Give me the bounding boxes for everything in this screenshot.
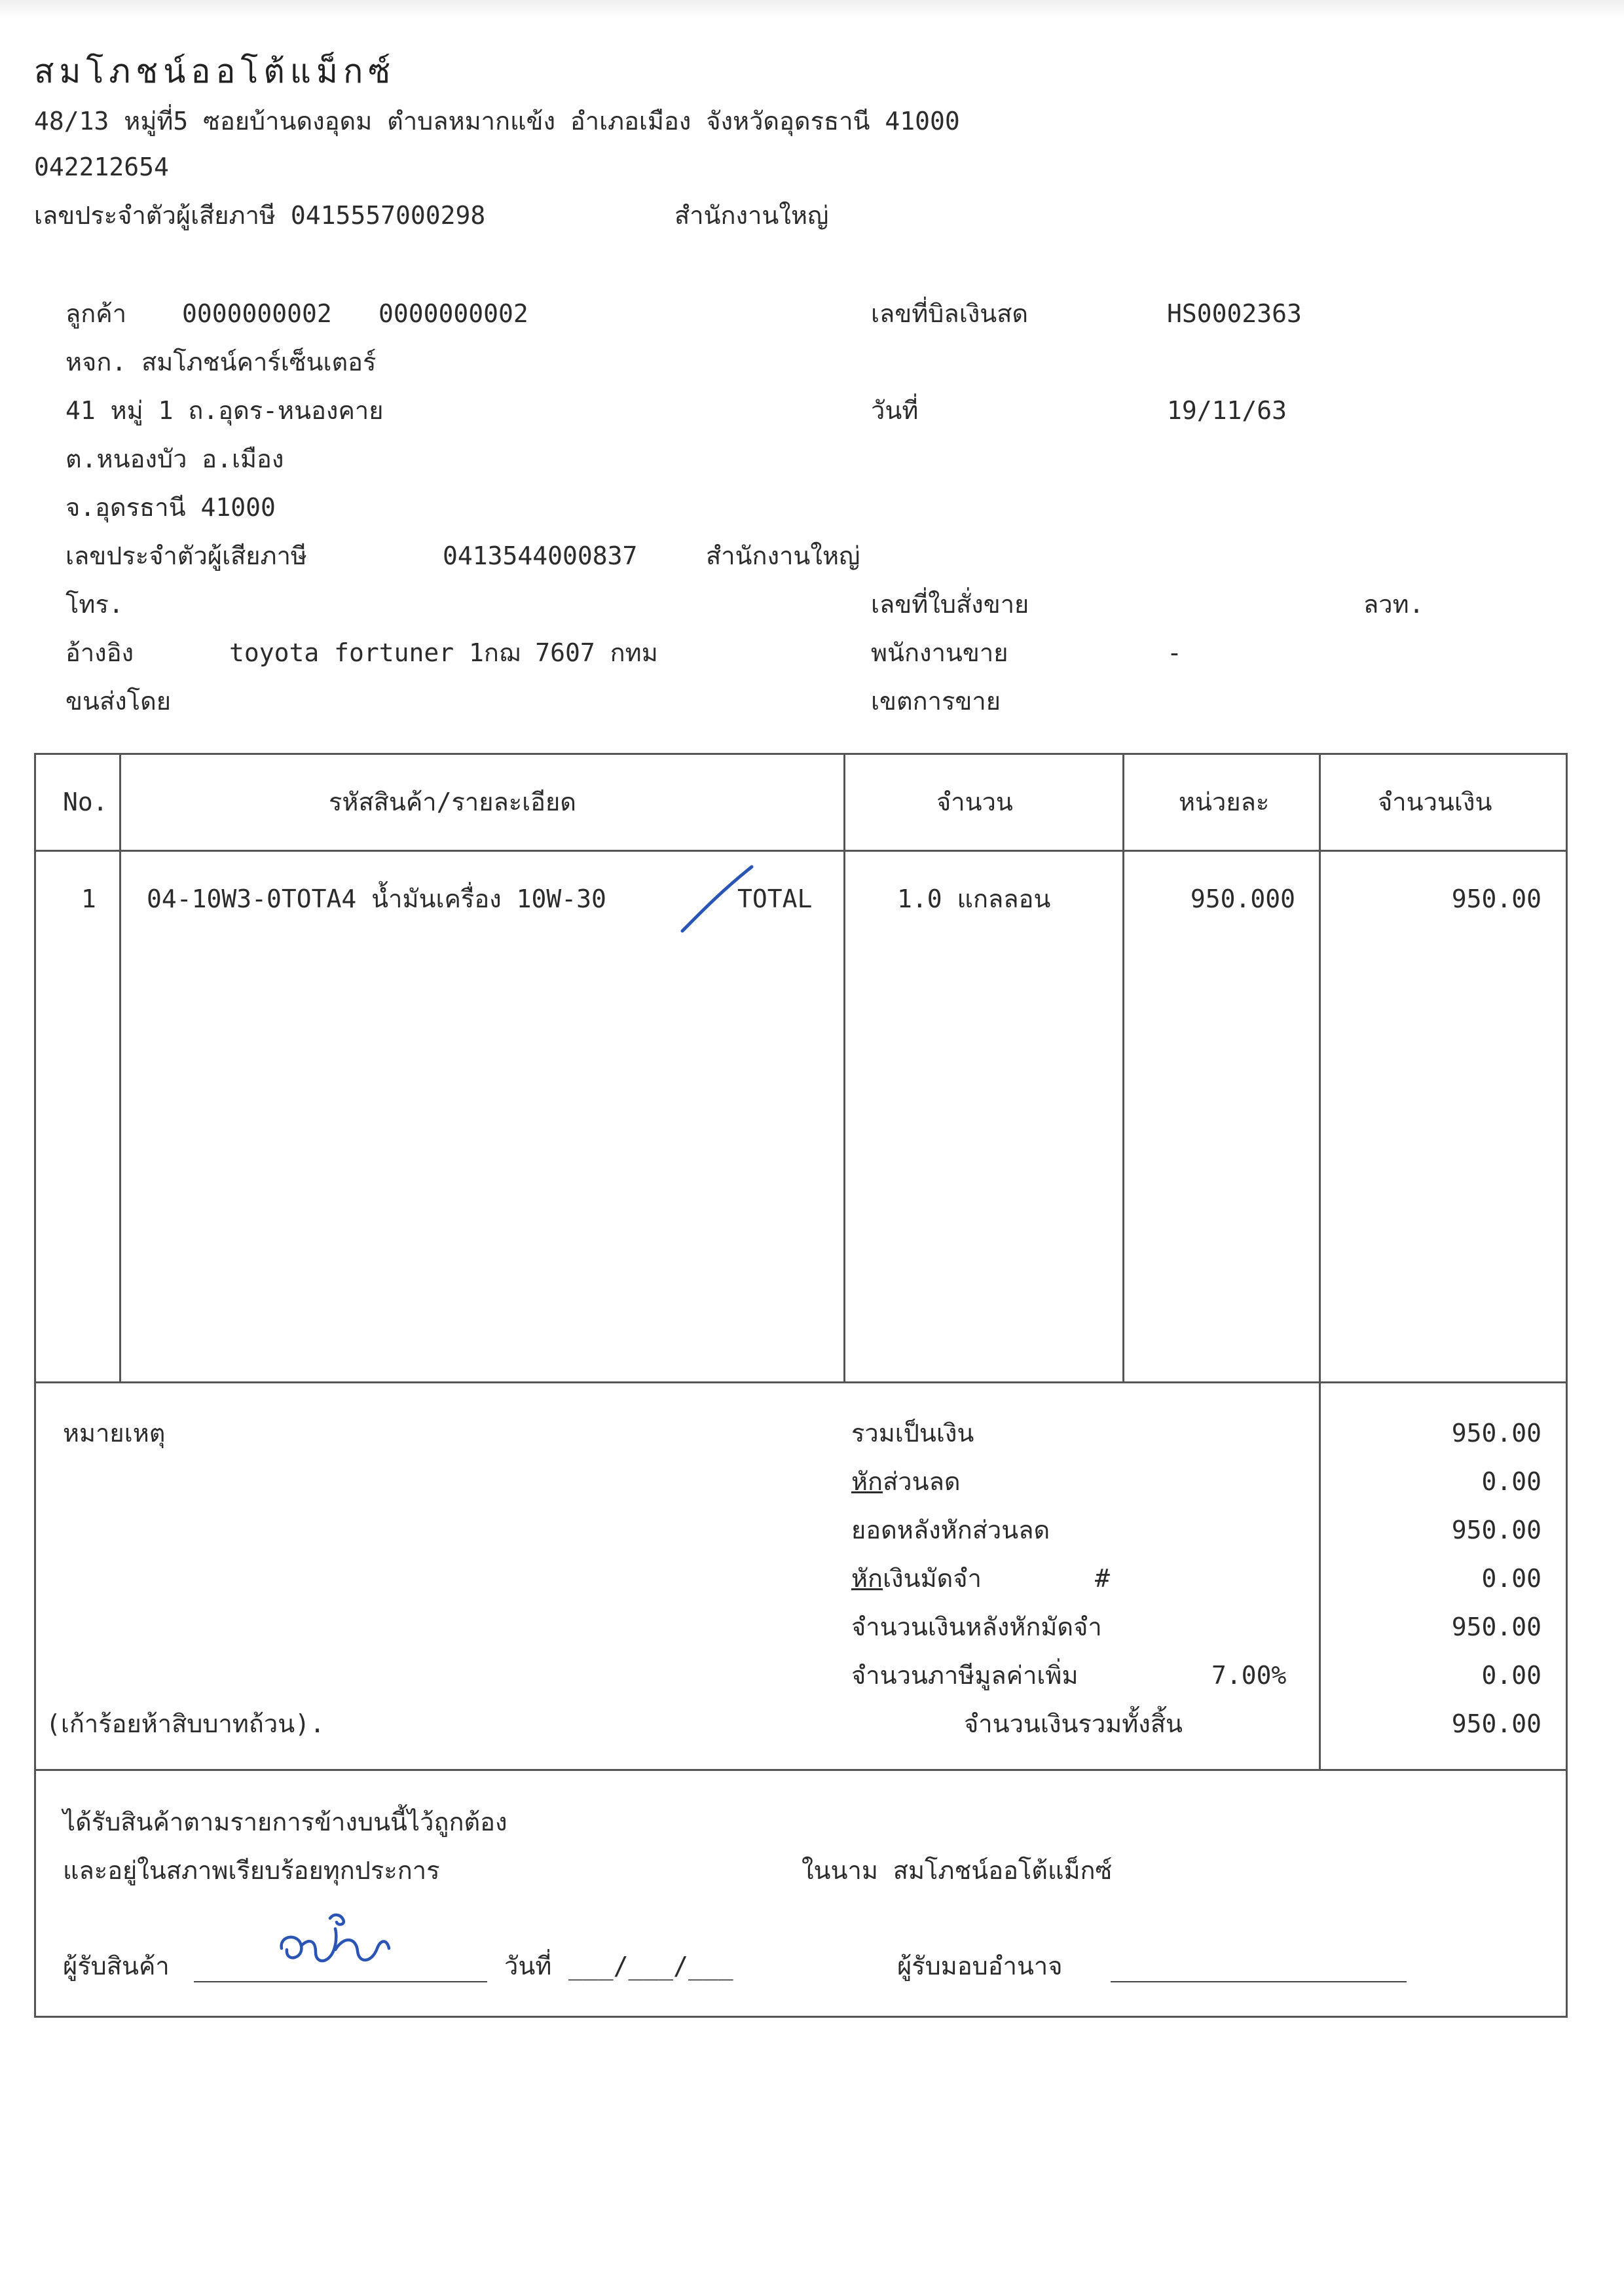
scan-edge [0, 0, 1624, 18]
receipt-date-blank: ___/___/___ [568, 1952, 733, 1980]
discount-label-prefix: หัก [851, 1467, 883, 1496]
amount-in-words: (เก้าร้อยห้าสิบบาทถ้วน). [46, 1709, 325, 1738]
row-code-description: 04-10W3-0TOTA4 น้ำมันเครื่อง 10W-30 [147, 884, 606, 913]
header-no: No. [63, 788, 108, 816]
bill-no: HS0002363 [1167, 299, 1302, 328]
order-no-suffix: ลวท. [1363, 590, 1424, 619]
customer-address-3: จ.อุดรธานี 41000 [65, 493, 276, 522]
salesman: - [1167, 638, 1182, 667]
handwritten-check-mark-icon [678, 863, 756, 936]
after-discount-value: 950.00 [1451, 1516, 1541, 1544]
row-quantity: 1.0 แกลลอน [897, 884, 1051, 913]
col-divider-unit [1319, 753, 1321, 1771]
date-label: วันที่ [871, 396, 919, 425]
row-no: 1 [81, 884, 96, 913]
deposit-label [851, 1566, 982, 1591]
row-brand: TOTAL [737, 884, 813, 913]
order-no-label: เลขที่ใบสั่งขาย [871, 590, 1029, 619]
vat-rate: 7.00% [1211, 1661, 1287, 1690]
after-deposit-value: 950.00 [1451, 1613, 1541, 1641]
table-header-divider [34, 850, 1568, 852]
remark-label: หมายเหตุ [63, 1419, 166, 1448]
received-statement-1: ได้รับสินค้าตามรายการข้างบนนี้ไว้ถูกต้อง [63, 1808, 507, 1836]
sales-region-label: เขตการขาย [871, 687, 1001, 716]
receipt-date-label: วันที่ [504, 1952, 552, 1980]
deposit-label-prefix: หัก [851, 1564, 883, 1593]
discount-label-rest: ส่วนลด [883, 1467, 961, 1496]
grand-total-value: 950.00 [1451, 1709, 1541, 1738]
col-divider-desc [843, 753, 845, 1383]
col-divider-qty [1122, 753, 1124, 1383]
discount-value: 0.00 [1481, 1467, 1541, 1496]
row-unit-price: 950.000 [1190, 884, 1295, 913]
customer-branch: สำนักงานใหญ่ [706, 541, 860, 570]
row-amount: 950.00 [1451, 884, 1541, 913]
table-footer-divider [34, 1769, 1568, 1771]
col-divider-no [119, 753, 121, 1383]
deposit-label-rest: เงินมัดจำ [883, 1564, 982, 1593]
receiver-signature-line [194, 1981, 487, 1982]
customer-code-1: 0000000002 [182, 299, 332, 328]
on-behalf-of: ในนาม สมโภชน์ออโต้แม็กซ์ [802, 1856, 1113, 1885]
salesman-label: พนักงานขาย [871, 638, 1008, 667]
company-address: 48/13 หมู่ที่5 ซอยบ้านดงอุดม ตำบลหมากแข้ง อำเภอเมือง จังหวัดอุดรธานี 41000 [34, 107, 960, 136]
vat-value: 0.00 [1481, 1661, 1541, 1690]
customer-code-2: 0000000002 [378, 299, 528, 328]
company-phone: 042212654 [34, 153, 169, 181]
grand-total-label: จำนวนเงินรวมทั้งสิ้น [964, 1709, 1183, 1738]
header-description: รหัสสินค้า/รายละเอียด [329, 788, 576, 816]
bill-no-label: เลขที่บิลเงินสด [871, 299, 1029, 328]
customer-phone-label: โทร. [65, 590, 124, 619]
customer-address-1: 41 หมู่ 1 ถ.อุดร-หนองคาย [65, 396, 384, 425]
table-summary-divider [34, 1381, 1568, 1383]
invoice-date: 19/11/63 [1167, 396, 1287, 425]
customer-address-2: ต.หนองบัว อ.เมือง [65, 445, 284, 473]
header-quantity: จำนวน [936, 788, 1013, 816]
company-name: สมโภชน์ออโต้แม็กซ์ [34, 52, 396, 90]
customer-tax-label: เลขประจำตัวผู้เสียภาษี [65, 541, 307, 570]
receiver-label: ผู้รับสินค้า [63, 1952, 170, 1980]
received-statement-2: และอยู่ในสภาพเรียบร้อยทุกประการ [63, 1856, 440, 1885]
authorized-signature-line [1111, 1981, 1407, 1982]
customer-name: หจก. สมโภชน์คาร์เซ็นเตอร์ [65, 348, 377, 376]
receiver-signature-icon [272, 1909, 397, 1975]
shipping-label: ขนส่งโดย [65, 687, 172, 716]
deposit-hash: # [1095, 1564, 1110, 1593]
customer-label: ลูกค้า [65, 299, 127, 328]
deposit-value: 0.00 [1481, 1564, 1541, 1593]
header-unit-price: หน่วยละ [1179, 788, 1270, 816]
reference-label: อ้างอิง [65, 638, 134, 667]
subtotal-value: 950.00 [1451, 1419, 1541, 1448]
company-branch: สำนักงานใหญ่ [674, 201, 829, 230]
after-discount-label: ยอดหลังหักส่วนลด [851, 1516, 1050, 1544]
customer-tax-id: 0413544000837 [443, 541, 638, 570]
vat-label: จำนวนภาษีมูลค่าเพิ่ม [851, 1661, 1079, 1690]
company-tax-id: เลขประจำตัวผู้เสียภาษี 0415557000298 [34, 201, 486, 230]
authorized-label: ผู้รับมอบอำนาจ [897, 1952, 1063, 1980]
header-amount: จำนวนเงิน [1378, 788, 1492, 816]
discount-label [851, 1469, 961, 1494]
after-deposit-label: จำนวนเงินหลังหักมัดจำ [851, 1613, 1102, 1641]
reference-value: toyota fortuner 1กฌ 7607 กทม [229, 638, 658, 667]
subtotal-label: รวมเป็นเงิน [851, 1419, 974, 1448]
